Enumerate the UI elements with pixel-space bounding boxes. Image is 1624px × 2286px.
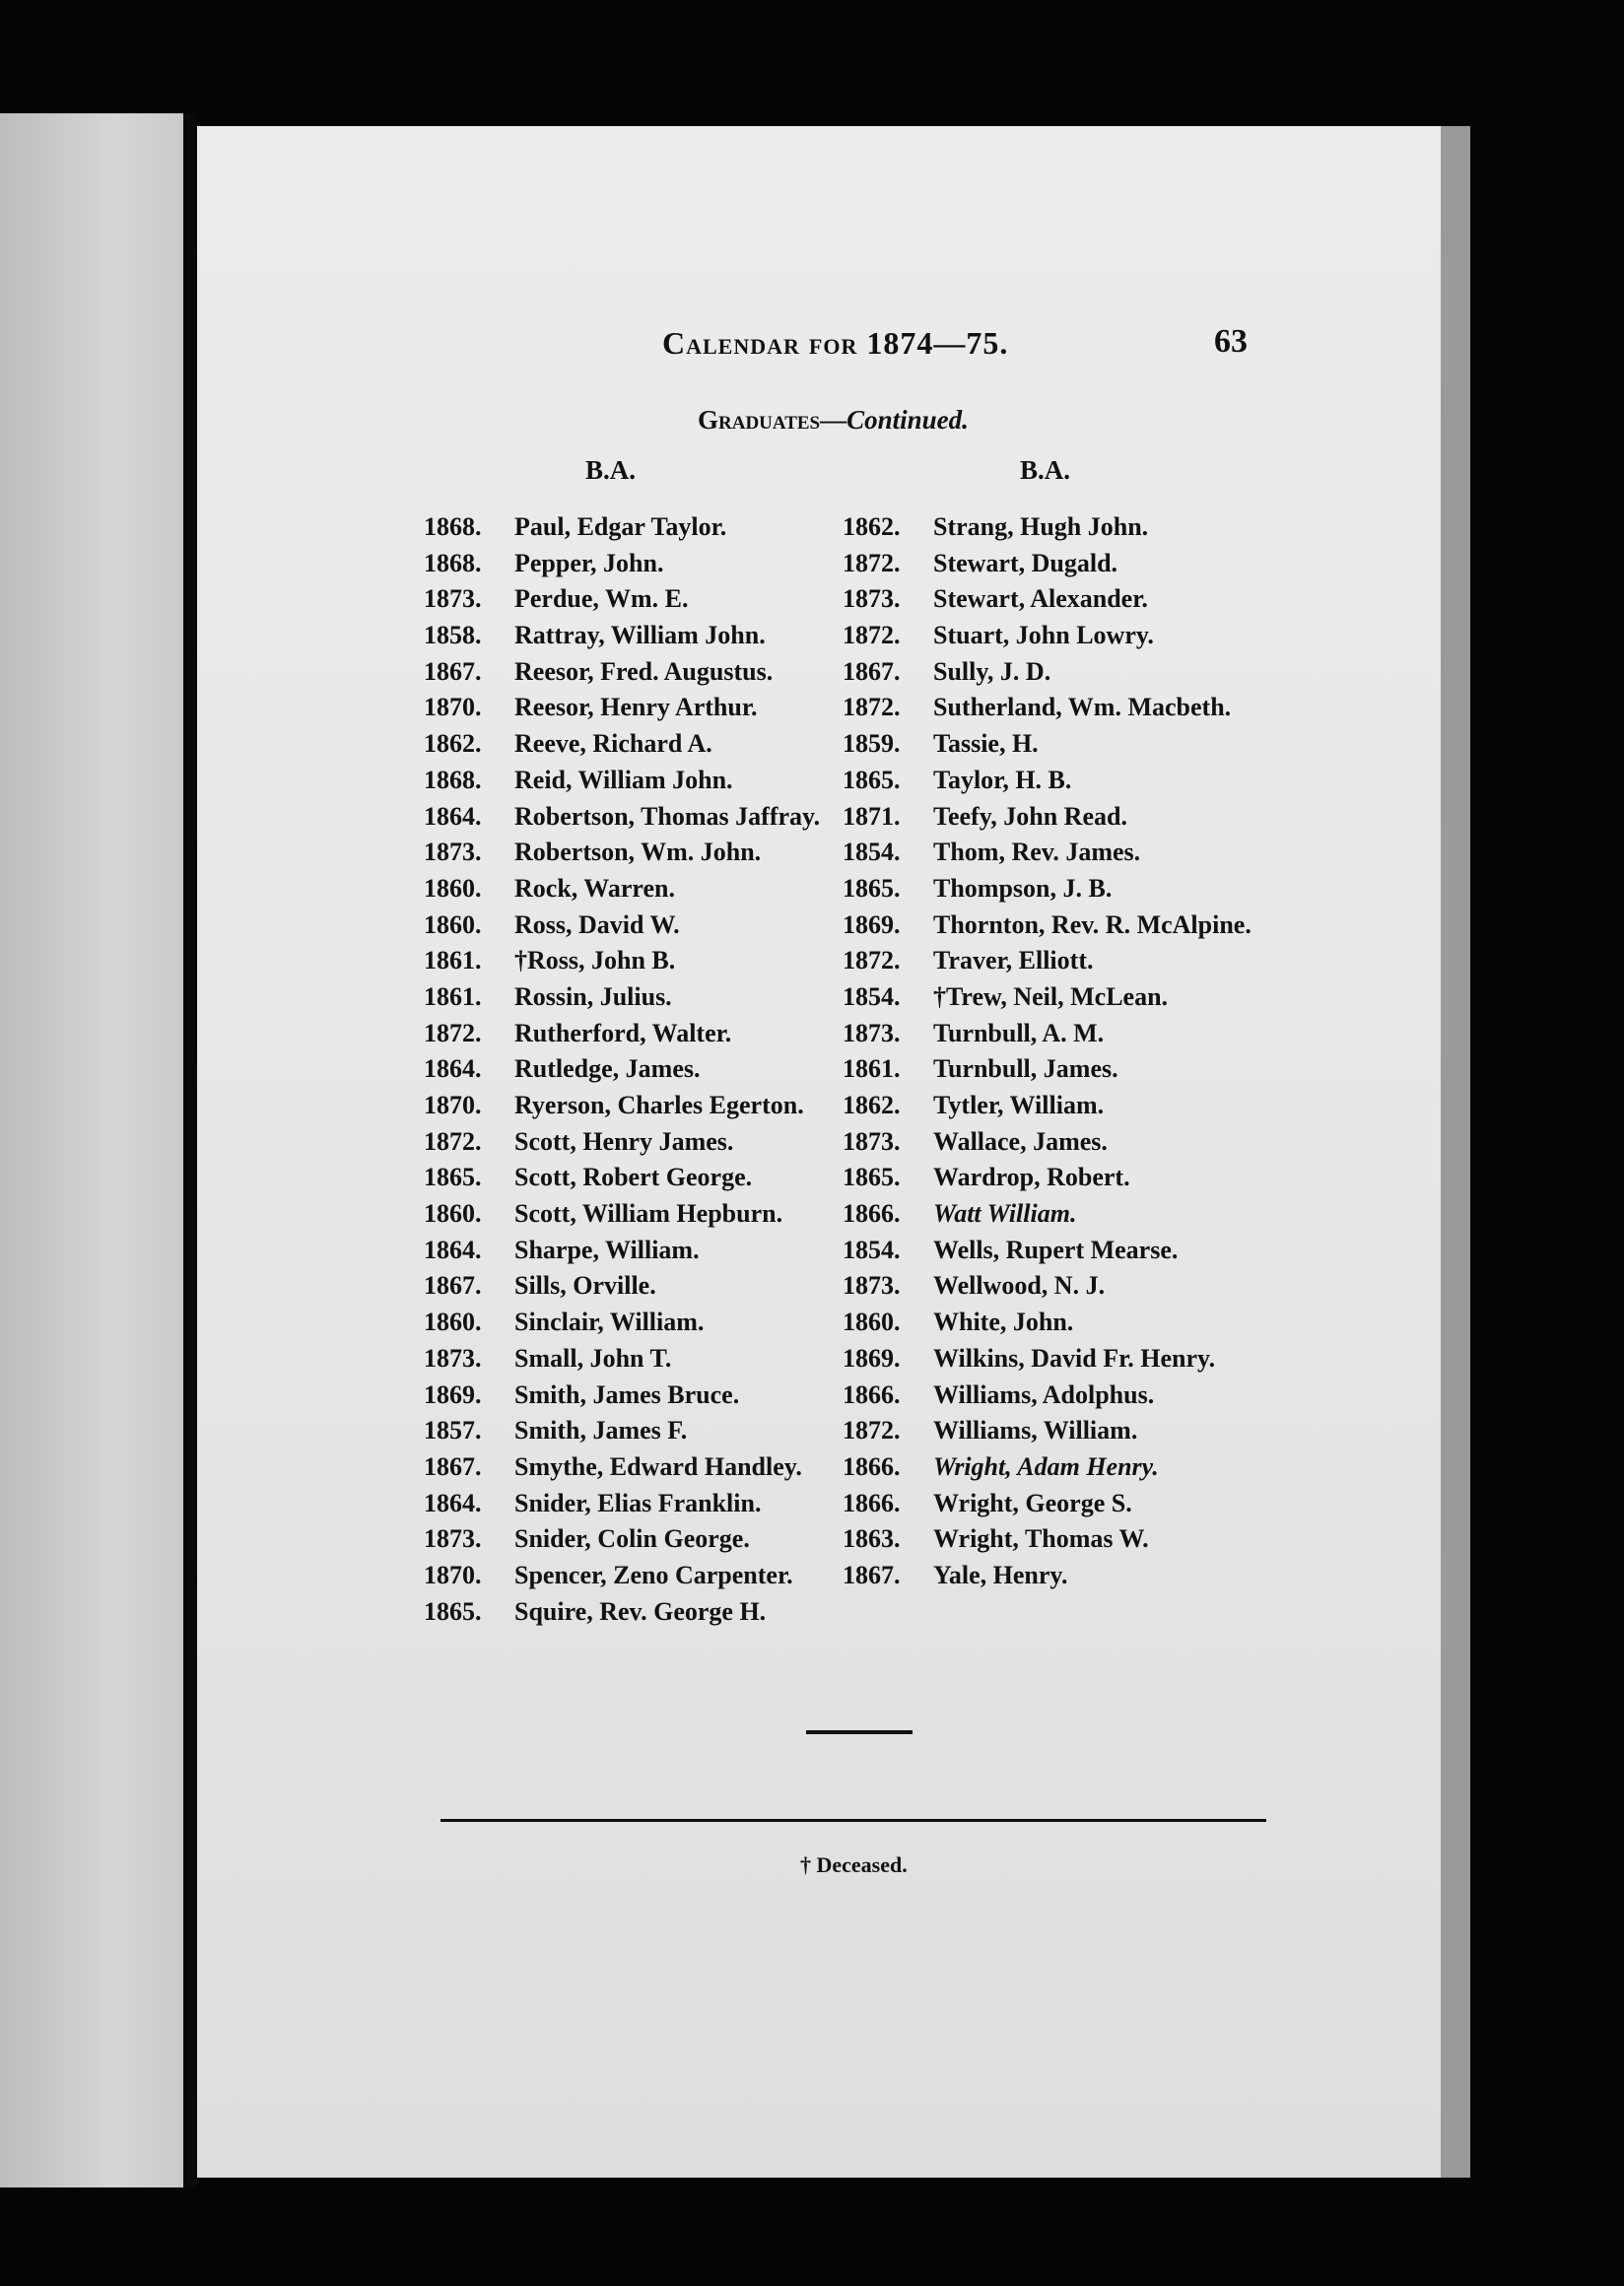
graduate-name: Smith, James Bruce. (514, 1379, 740, 1409)
graduate-entry (843, 512, 1252, 549)
graduate-entry (843, 693, 1252, 729)
graduate-name: Thornton, Rev. R. McAlpine. (933, 909, 1252, 939)
graduation-year: 1872. (843, 946, 901, 975)
graduation-year: 1867. (843, 1560, 901, 1589)
graduate-entry (843, 1452, 1252, 1489)
graduate-entry (843, 1054, 1252, 1091)
graduate-entry (424, 946, 820, 982)
running-header: Calendar for 1874—75. (662, 325, 1009, 361)
graduate-entry (843, 1091, 1252, 1127)
graduate-entry (424, 1380, 820, 1417)
graduation-year: 1861. (843, 1054, 901, 1084)
graduation-year: 1867. (843, 656, 901, 686)
graduate-entry (424, 1416, 820, 1452)
graduation-year: 1870. (424, 693, 482, 722)
graduation-year: 1868. (424, 512, 482, 541)
graduation-year: 1862. (424, 729, 482, 759)
subheader-label: Graduates— (698, 405, 847, 435)
graduation-year: 1864. (424, 801, 482, 831)
graduate-name: Wright, Adam Henry. (933, 1451, 1159, 1481)
graduate-entry (424, 766, 820, 802)
left-graduates-list (424, 512, 820, 1633)
graduate-entry (843, 1127, 1252, 1164)
footnote-rule (440, 1819, 1266, 1822)
graduate-entry (424, 910, 820, 947)
graduate-entry (424, 1019, 820, 1055)
graduate-name: Wallace, James. (933, 1126, 1108, 1156)
graduate-name: Yale, Henry. (933, 1560, 1068, 1589)
graduation-year: 1854. (843, 1235, 901, 1264)
graduation-year: 1861. (424, 981, 482, 1011)
graduation-year: 1857. (424, 1416, 482, 1446)
graduation-year: 1860. (424, 873, 482, 903)
graduation-year: 1869. (843, 909, 901, 939)
right-column-heading: B.A. (1020, 455, 1071, 485)
graduation-year: 1866. (843, 1379, 901, 1409)
graduation-year: 1867. (424, 1451, 482, 1481)
graduate-entry (843, 1524, 1252, 1561)
graduate-name: Scott, Henry James. (514, 1126, 734, 1156)
graduate-name: Snider, Elias Franklin. (514, 1488, 762, 1517)
graduate-name: Williams, William. (933, 1416, 1138, 1446)
graduate-entry (843, 657, 1252, 694)
graduation-year: 1870. (424, 1560, 482, 1589)
graduate-name: Smythe, Edward Handley. (514, 1451, 802, 1481)
section-end-rule (806, 1730, 913, 1734)
graduation-year: 1873. (424, 1343, 482, 1373)
graduation-year: 1865. (843, 873, 901, 903)
graduate-name: Rattray, William John. (514, 621, 766, 650)
graduate-entry (843, 802, 1252, 839)
graduate-entry (424, 838, 820, 874)
graduate-name: Williams, Adolphus. (933, 1379, 1155, 1409)
graduate-name: Taylor, H. B. (933, 765, 1072, 794)
graduate-name: Thom, Rev. James. (933, 838, 1141, 867)
graduate-name: Sills, Orville. (514, 1271, 656, 1301)
graduate-entry (843, 621, 1252, 657)
graduate-entry (424, 512, 820, 549)
graduate-name: Wright, Thomas W. (933, 1524, 1149, 1554)
graduate-name: Tassie, H. (933, 729, 1039, 759)
graduate-name: Wilkins, David Fr. Henry. (933, 1343, 1216, 1373)
graduation-year: 1873. (424, 1524, 482, 1554)
graduate-name: Squire, Rev. George H. (514, 1596, 767, 1626)
graduate-name: Ross, David W. (514, 909, 680, 939)
graduation-year: 1860. (424, 1308, 482, 1337)
graduate-name: Smith, James F. (514, 1416, 688, 1446)
graduation-year: 1862. (843, 1091, 901, 1119)
graduate-name: Reesor, Fred. Augustus. (514, 656, 774, 686)
graduation-year: 1866. (843, 1488, 901, 1517)
graduate-name: Snider, Colin George. (514, 1524, 750, 1554)
graduate-entry (424, 1127, 820, 1164)
graduate-name: Paul, Edgar Taylor. (514, 512, 727, 541)
graduate-name: Sinclair, William. (514, 1308, 705, 1337)
graduation-year: 1865. (424, 1163, 482, 1192)
graduate-entry (424, 802, 820, 839)
graduation-year: 1864. (424, 1488, 482, 1517)
graduation-year: 1868. (424, 548, 482, 577)
graduation-year: 1873. (424, 838, 482, 867)
graduate-name: Sutherland, Wm. Macbeth. (933, 693, 1232, 722)
graduate-entry (424, 549, 820, 585)
graduate-entry (843, 729, 1252, 766)
graduate-name: Wellwood, N. J. (933, 1271, 1106, 1301)
facing-page-edge (0, 113, 189, 2187)
graduate-name: Perdue, Wm. E. (514, 584, 689, 614)
subheader-continued: Continued. (846, 405, 969, 435)
graduate-entry (424, 874, 820, 910)
graduation-year: 1872. (424, 1126, 482, 1156)
graduate-name: Reeve, Richard A. (514, 729, 712, 759)
graduation-year: 1866. (843, 1199, 901, 1229)
graduate-entry (843, 1561, 1252, 1597)
graduate-name: Spencer, Zeno Carpenter. (514, 1560, 793, 1589)
graduation-year: 1869. (843, 1343, 901, 1373)
graduate-entry (843, 1236, 1252, 1272)
graduate-name: Ryerson, Charles Egerton. (514, 1091, 804, 1119)
graduation-year: 1873. (843, 1018, 901, 1047)
graduate-entry (424, 1271, 820, 1308)
graduation-year: 1859. (843, 729, 901, 759)
graduate-entry (843, 766, 1252, 802)
graduate-name: Rock, Warren. (514, 873, 675, 903)
graduation-year: 1865. (843, 1163, 901, 1192)
graduate-name: White, John. (933, 1308, 1074, 1337)
graduate-name: Scott, Robert George. (514, 1163, 753, 1192)
graduate-entry (843, 584, 1252, 621)
footnote-deceased: † Deceased. (800, 1852, 908, 1877)
graduate-name: Sharpe, William. (514, 1235, 700, 1264)
graduation-year: 1860. (424, 1199, 482, 1229)
graduation-year: 1861. (424, 946, 482, 975)
graduation-year: 1872. (424, 1018, 482, 1047)
graduate-entry (843, 874, 1252, 910)
graduation-year: 1864. (424, 1054, 482, 1084)
graduate-entry (424, 1308, 820, 1344)
graduate-name: Small, John T. (514, 1343, 672, 1373)
graduate-name: Rutherford, Walter. (514, 1018, 732, 1047)
graduate-entry (424, 1054, 820, 1091)
graduate-entry (843, 1489, 1252, 1525)
graduation-year: 1862. (843, 512, 901, 541)
graduate-entry (424, 1344, 820, 1380)
graduation-year: 1864. (424, 1235, 482, 1264)
graduate-entry (424, 1597, 820, 1634)
graduate-entry (424, 1489, 820, 1525)
graduate-entry (843, 982, 1252, 1019)
graduate-entry (424, 982, 820, 1019)
graduate-name: Reesor, Henry Arthur. (514, 693, 758, 722)
graduate-name: Traver, Elliott. (933, 946, 1094, 975)
graduation-year: 1870. (424, 1091, 482, 1119)
graduate-entry (424, 584, 820, 621)
graduate-entry (843, 910, 1252, 947)
book-spine (183, 113, 197, 2187)
graduate-name: Sully, J. D. (933, 656, 1051, 686)
graduate-entry (424, 1561, 820, 1597)
graduate-name: †Trew, Neil, McLean. (933, 981, 1169, 1011)
graduate-name: Stuart, John Lowry. (933, 621, 1154, 650)
graduate-name: †Ross, John B. (514, 946, 676, 975)
graduate-name: Tytler, William. (933, 1091, 1105, 1119)
graduate-name: Reid, William John. (514, 765, 733, 794)
graduation-year: 1858. (424, 621, 482, 650)
graduate-entry (424, 729, 820, 766)
graduate-entry (424, 1091, 820, 1127)
graduate-entry (843, 1344, 1252, 1380)
graduate-name: Scott, William Hepburn. (514, 1199, 783, 1229)
graduate-name: Turnbull, A. M. (933, 1018, 1105, 1047)
graduate-name: Teefy, John Read. (933, 801, 1127, 831)
graduate-entry (843, 1199, 1252, 1236)
graduation-year: 1871. (843, 801, 901, 831)
graduation-year: 1865. (843, 765, 901, 794)
graduation-year: 1872. (843, 621, 901, 650)
graduate-entry (424, 1524, 820, 1561)
graduation-year: 1865. (424, 1596, 482, 1626)
graduate-entry (843, 1163, 1252, 1199)
graduation-year: 1873. (843, 584, 901, 614)
graduate-entry (843, 549, 1252, 585)
graduate-name: Pepper, John. (514, 548, 664, 577)
graduation-year: 1860. (843, 1308, 901, 1337)
graduation-year: 1873. (843, 1126, 901, 1156)
graduation-year: 1860. (424, 909, 482, 939)
graduate-entry (424, 657, 820, 694)
graduate-entry (424, 1163, 820, 1199)
right-graduates-list (843, 512, 1252, 1597)
graduation-year: 1866. (843, 1451, 901, 1481)
graduate-entry (424, 1452, 820, 1489)
graduation-year: 1869. (424, 1379, 482, 1409)
graduation-year: 1873. (843, 1271, 901, 1301)
graduate-entry (424, 693, 820, 729)
graduate-name: Stewart, Alexander. (933, 584, 1148, 614)
graduate-entry (424, 1199, 820, 1236)
graduate-name: Strang, Hugh John. (933, 512, 1149, 541)
graduate-name: Rutledge, James. (514, 1054, 701, 1084)
graduate-entry (843, 1416, 1252, 1452)
graduation-year: 1872. (843, 1416, 901, 1446)
graduate-name: Turnbull, James. (933, 1054, 1118, 1084)
graduate-entry (424, 621, 820, 657)
graduate-entry (424, 1236, 820, 1272)
graduate-name: Robertson, Thomas Jaffray. (514, 801, 821, 831)
graduate-name: Stewart, Dugald. (933, 548, 1118, 577)
left-column-heading: B.A. (585, 455, 637, 485)
graduation-year: 1872. (843, 693, 901, 722)
graduation-year: 1867. (424, 1271, 482, 1301)
graduation-year: 1873. (424, 584, 482, 614)
graduation-year: 1854. (843, 838, 901, 867)
graduation-year: 1854. (843, 981, 901, 1011)
graduation-year: 1867. (424, 656, 482, 686)
graduate-name: Watt William. (933, 1199, 1077, 1229)
section-subheader (698, 405, 969, 436)
graduate-name: Wright, George S. (933, 1488, 1132, 1517)
graduation-year: 1868. (424, 765, 482, 794)
graduate-name: Thompson, J. B. (933, 873, 1113, 903)
graduate-entry (843, 838, 1252, 874)
graduate-entry (843, 1019, 1252, 1055)
graduate-entry (843, 946, 1252, 982)
page-right-edge (1441, 126, 1470, 2178)
page-number: 63 (1214, 323, 1248, 360)
graduate-name: Wells, Rupert Mearse. (933, 1235, 1179, 1264)
graduate-name: Wardrop, Robert. (933, 1163, 1130, 1192)
graduate-entry (843, 1308, 1252, 1344)
graduate-entry (843, 1271, 1252, 1308)
graduate-entry (843, 1380, 1252, 1417)
graduation-year: 1863. (843, 1524, 901, 1554)
graduation-year: 1872. (843, 548, 901, 577)
graduate-name: Rossin, Julius. (514, 981, 672, 1011)
graduate-name: Robertson, Wm. John. (514, 838, 762, 867)
